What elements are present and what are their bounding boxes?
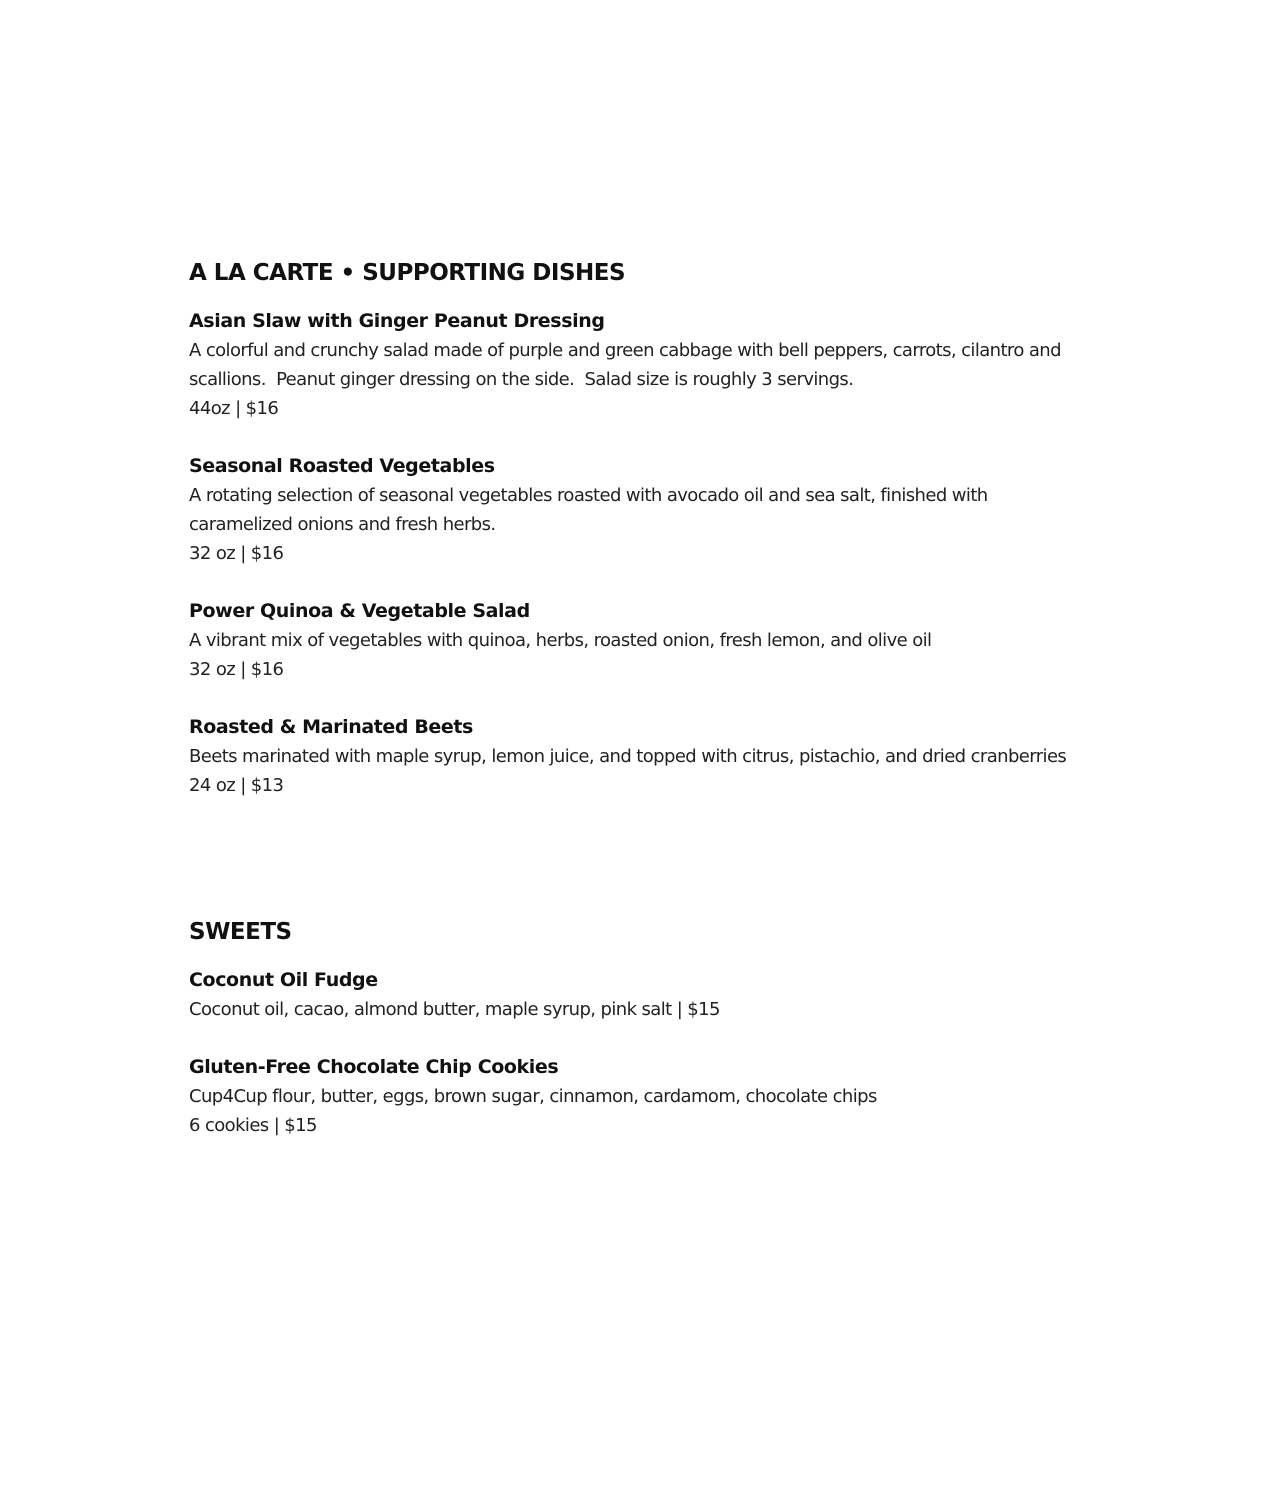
- item-description-line: A colorful and crunchy salad made of purple and green cabbage with bell peppers, carrots, cilantro and: [189, 340, 1061, 361]
- menu-item-quinoa-salad: [189, 597, 1189, 684]
- section-title: SWEETS: [189, 919, 292, 945]
- menu-page: [189, 254, 1189, 1169]
- menu-item-coconut-fudge: [189, 966, 1189, 1024]
- menu-item-beets: [189, 713, 1189, 800]
- item-description-line: caramelized onions and fresh herbs.: [189, 514, 496, 535]
- item-name: Coconut Oil Fudge: [189, 969, 378, 991]
- item-description-line: A vibrant mix of vegetables with quinoa, herbs, roasted onion, fresh lemon, and olive oil: [189, 630, 932, 651]
- section-sweets: [189, 913, 1189, 1140]
- section-divider-space: [189, 829, 1189, 913]
- item-price: 32 oz | $16: [189, 543, 284, 564]
- item-name: Seasonal Roasted Vegetables: [189, 455, 495, 477]
- item-name: Roasted & Marinated Beets: [189, 716, 473, 738]
- menu-item-chocolate-chip-cookies: [189, 1053, 1189, 1140]
- item-description-line: Cup4Cup flour, butter, eggs, brown sugar, cinnamon, cardamom, chocolate chips: [189, 1086, 877, 1107]
- item-description-line: scallions. Peanut ginger dressing on the side. Salad size is roughly 3 servings.: [189, 369, 854, 390]
- menu-item-asian-slaw: [189, 307, 1189, 423]
- menu-item-roasted-vegetables: [189, 452, 1189, 568]
- section-title: A LA CARTE • SUPPORTING DISHES: [189, 260, 626, 286]
- item-price: 24 oz | $13: [189, 775, 284, 796]
- item-name: Asian Slaw with Ginger Peanut Dressing: [189, 310, 605, 332]
- item-name: Gluten-Free Chocolate Chip Cookies: [189, 1056, 559, 1078]
- item-name: Power Quinoa & Vegetable Salad: [189, 600, 530, 622]
- item-description-line: Beets marinated with maple syrup, lemon juice, and topped with citrus, pistachio, and dried cranberries: [189, 746, 1067, 767]
- item-price: 6 cookies | $15: [189, 1115, 317, 1136]
- item-description-line: Coconut oil, cacao, almond butter, maple syrup, pink salt | $15: [189, 999, 720, 1020]
- item-price: 32 oz | $16: [189, 659, 284, 680]
- item-price: 44oz | $16: [189, 398, 279, 419]
- section-supporting-dishes: [189, 254, 1189, 800]
- item-description-line: A rotating selection of seasonal vegetables roasted with avocado oil and sea salt, finished with: [189, 485, 988, 506]
